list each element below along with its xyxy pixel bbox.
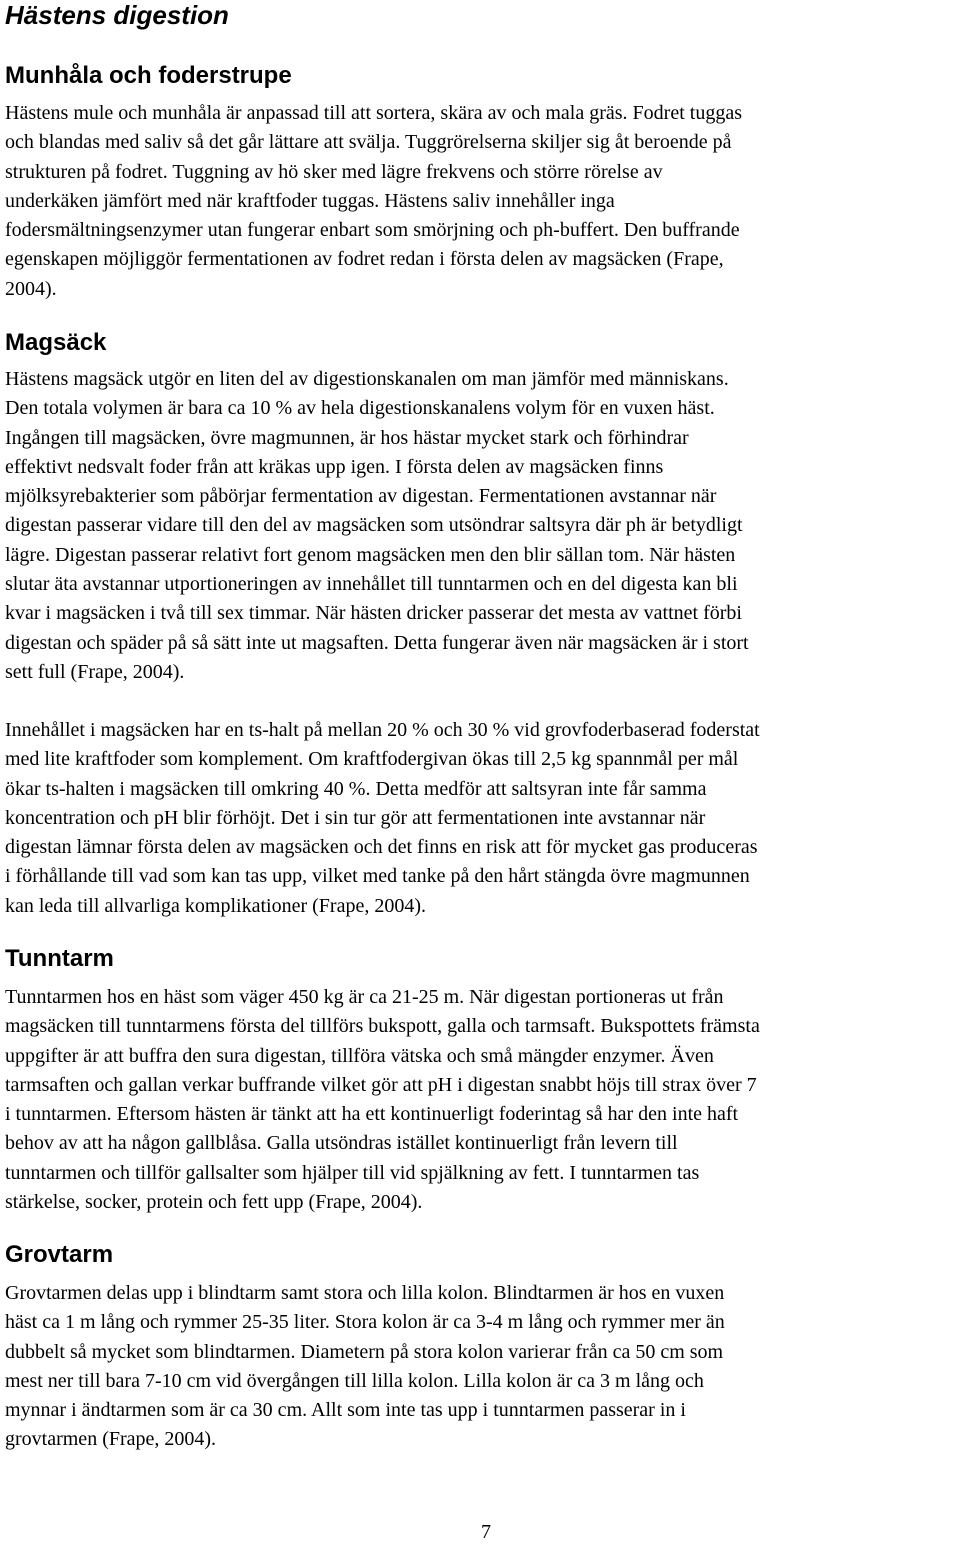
text-line: behov av att ha någon gallblåsa. Galla utsöndras istället kontinuerligt från levern till	[5, 1132, 678, 1155]
text-line: med lite kraftfoder som komplement. Om kraftfodergivan ökas till 2,5 kg spannmål per mål	[5, 748, 739, 771]
text-line: underkäken jämfört med när kraftfoder tuggas. Hästens saliv innehåller inga	[5, 189, 615, 212]
section-heading-tunntarm: Tunntarm	[5, 945, 114, 972]
text-line: magsäcken till tunntarmens första del tillförs bukspott, galla och tarmsaft. Bukspottets främsta	[5, 1015, 760, 1038]
text-line: kvar i magsäcken i två till sex timmar. När hästen dricker passerar det mesta av vattnet förbi	[5, 602, 742, 625]
text-line: koncentration och pH blir förhöjt. Det i sin tur gör att fermentationen inte avstannar när	[5, 806, 706, 829]
text-line: Den totala volymen är bara ca 10 % av hela digestionskanalens volym för en vuxen häst.	[5, 397, 715, 420]
text-line: egenskapen möjliggör fermentationen av fodret redan i första delen av magsäcken (Frape,	[5, 248, 724, 271]
page-number: 7	[481, 1521, 491, 1543]
text-line: Grovtarmen delas upp i blindtarm samt stora och lilla kolon. Blindtarmen är hos en vuxen	[5, 1282, 725, 1304]
text-line: Hästens magsäck utgör en liten del av digestionskanalen om man jämför med människans.	[5, 368, 729, 390]
text-line: och blandas med saliv så det går lättare att svälja. Tuggrörelserna skiljer sig åt beroende på	[5, 131, 732, 154]
text-line: ökar ts-halten i magsäcken till omkring 40 %. Detta medför att saltsyran inte får samma	[5, 777, 707, 800]
text-line: Tunntarmen hos en häst som väger 450 kg är ca 21-25 m. När digestan portioneras ut från	[5, 986, 724, 1008]
text-line: grovtarmen (Frape, 2004).	[5, 1428, 217, 1451]
section-heading-munhala: Munhåla och foderstrupe	[5, 62, 292, 89]
text-line: sett full (Frape, 2004).	[5, 660, 185, 683]
text-line: mynnar i ändtarmen som är ca 30 cm. Allt som inte tas upp i tunntarmen passerar in i	[5, 1399, 686, 1422]
text-line: uppgifter är att buffra den sura digestan, tillföra vätska och små mängder enzymer. Även	[5, 1044, 714, 1067]
paragraph-magsack-1	[5, 365, 957, 687]
text-line: tunntarmen och tillför gallsalter som hjälper till vid spjälkning av fett. I tunntarmen tas	[5, 1161, 700, 1184]
text-line: Hästens mule och munhåla är anpassad till att sortera, skära av och mala gräs. Fodret tuggas	[5, 102, 742, 124]
text-line: fodersmältningsenzymer utan fungerar enbart som smörjning och ph-buffert. Den buffrande	[5, 219, 740, 242]
text-line: dubbelt så mycket som blindtarmen. Diametern på stora kolon varierar från ca 50 cm som	[5, 1340, 724, 1363]
text-line: 2004).	[5, 277, 57, 300]
section-heading-magsack: Magsäck	[5, 329, 107, 356]
paragraph-magsack-2	[5, 716, 957, 921]
paragraph-grovtarm-1	[5, 1279, 957, 1455]
text-line: lägre. Digestan passerar relativt fort genom magsäcken men den blir sällan tom. När hästen	[5, 543, 736, 566]
text-line: slutar äta avstannar utportioneringen av innehållet till tunntarmen och en del digesta kan bli	[5, 573, 738, 596]
text-line: mest ner till bara 7-10 cm vid övergången till lilla kolon. Lilla kolon är ca 3 m lång och	[5, 1369, 704, 1392]
text-line: i förhållande till vad som kan tas upp, vilket med tanke på den hårt stängda övre magmunnen	[5, 865, 750, 888]
text-line: mjölksyrebakterier som påbörjar fermentation av digestan. Fermentationen avstannar när	[5, 485, 717, 508]
text-line: Innehållet i magsäcken har en ts-halt på mellan 20 % och 30 % vid grovfoderbaserad foderstat	[5, 719, 760, 741]
text-line: kan leda till allvarliga komplikationer (Frape, 2004).	[5, 894, 426, 917]
text-line: digestan och späder på så sätt inte ut magsaften. Detta fungerar även när magsäcken är i stort	[5, 631, 749, 654]
text-line: stärkelse, socker, protein och fett upp (Frape, 2004).	[5, 1191, 423, 1214]
document-title: Hästens digestion	[5, 0, 229, 30]
paragraph-munhala-1	[5, 99, 957, 304]
text-line: digestan passerar vidare till den del av magsäcken som utsöndrar saltsyra där ph är betydligt	[5, 514, 743, 537]
text-line: tarmsaften och gallan verkar buffrande vilket gör att pH i digestan snabbt höjs till strax över 7	[5, 1073, 757, 1096]
paragraph-tunntarm-1	[5, 983, 957, 1217]
text-line: Ingången till magsäcken, övre magmunnen, är hos hästar mycket stark och förhindrar	[5, 426, 689, 449]
text-line: effektivt nedsvalt foder från att kräkas upp igen. I första delen av magsäcken finns	[5, 455, 664, 478]
text-line: strukturen på fodret. Tuggning av hö sker med lägre frekvens och större rörelse av	[5, 160, 663, 183]
text-line: digestan lämnar första delen av magsäcken och det finns en risk att för mycket gas produceras	[5, 836, 758, 859]
text-line: häst ca 1 m lång och rymmer 25-35 liter. Stora kolon är ca 3-4 m lång och rymmer mer än	[5, 1311, 725, 1334]
text-line: i tunntarmen. Eftersom hästen är tänkt att ha ett kontinuerligt foderintag så har den inte haft	[5, 1103, 739, 1126]
section-heading-grovtarm: Grovtarm	[5, 1241, 114, 1268]
